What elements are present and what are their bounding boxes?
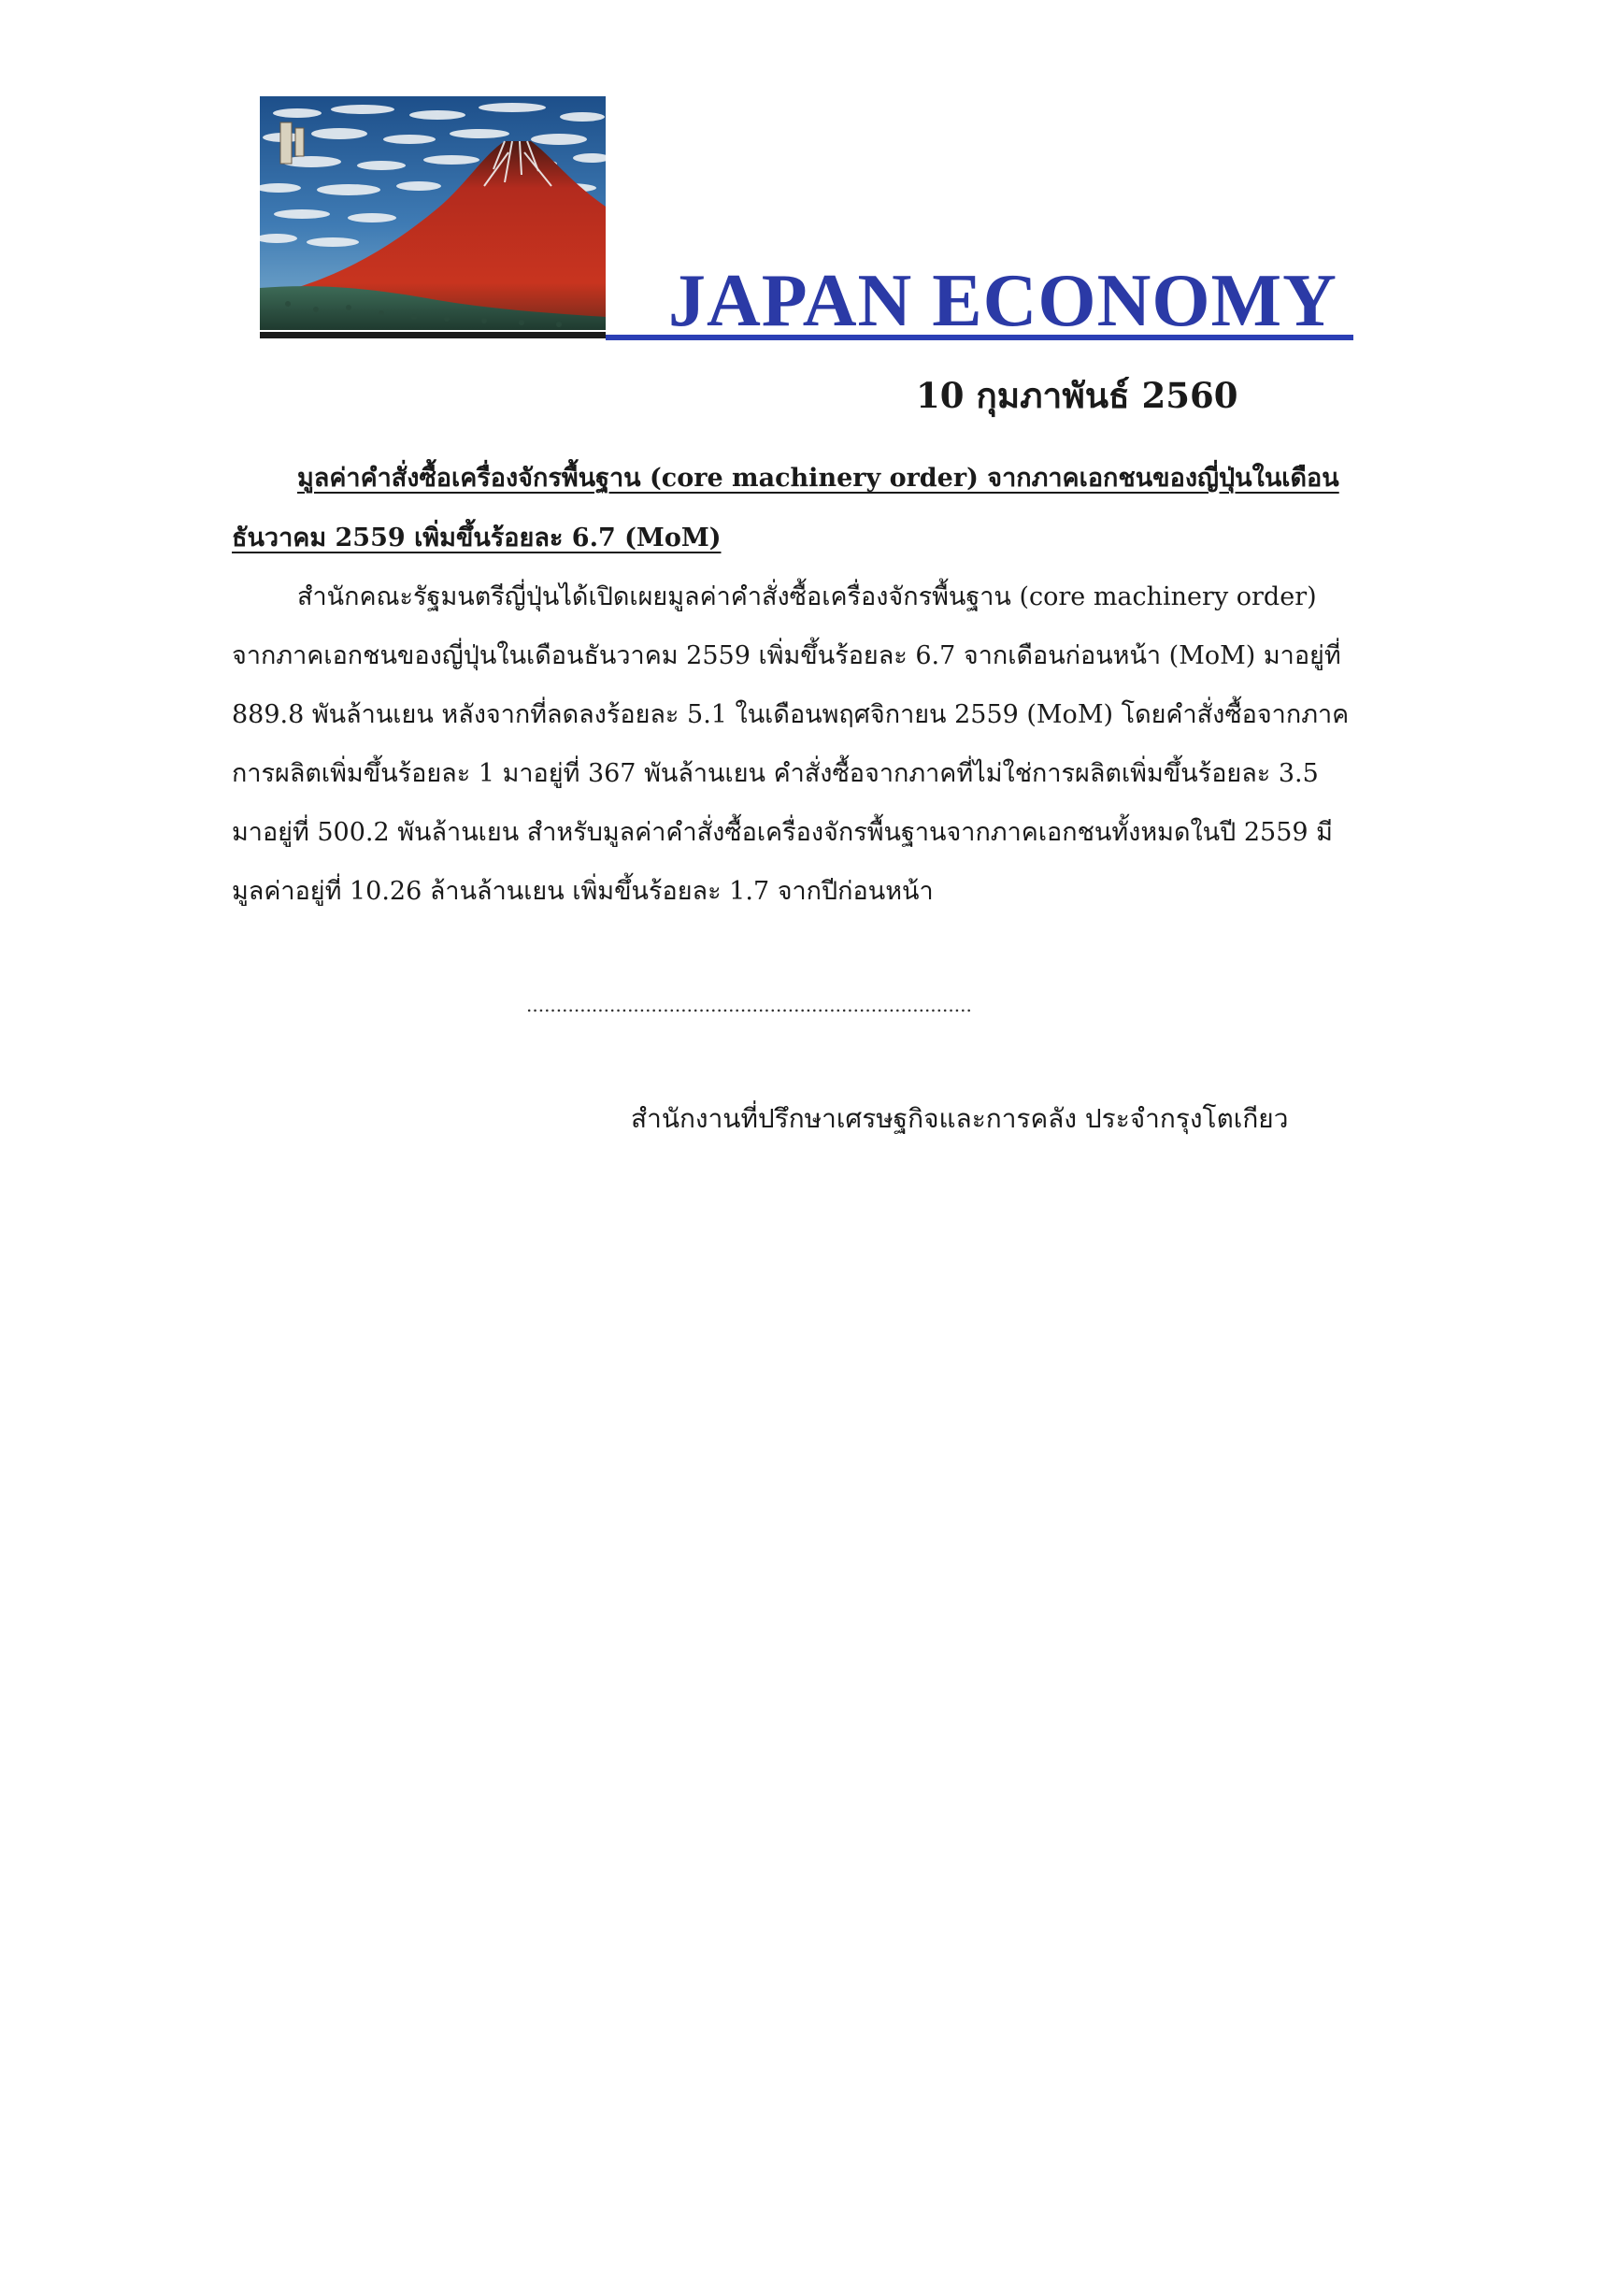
- dotted-separator: ...........................................................................: [526, 994, 972, 1016]
- article-body: [232, 567, 1353, 921]
- red-fuji-print-image: [260, 96, 606, 330]
- publication-title: JAPAN ECONOMY: [668, 260, 1337, 342]
- publication-date: 10 กุมภาพันธ์ 2560: [916, 375, 1238, 416]
- footer-office: สำนักงานที่ปรึกษาเศรษฐกิจและการคลัง ประจำกรุงโตเกียว: [631, 1103, 1289, 1134]
- article-body-text: สำนักคณะรัฐมนตรีญี่ปุ่นได้เปิดเผยมูลค่าคำสั่งซื้อเครื่องจักรพื้นฐาน (core machinery order) จากภาคเอกชนของญี่ปุ่นในเดือนธันวาคม 2559 เพิ่มขึ้นร้อยละ 6.7 จากเดือนก่อนหน้า (MoM) มาอยู่ที่ 889.8 พันล้านเยน หลังจากที่ลดลงร้อยละ 5.1 ในเดือนพฤศจิกายน 2559 (MoM) โดยคำสั่งซื้อจากภาคการผลิตเพิ่มขึ้นร้อยละ 1 มาอยู่ที่ 367 พันล้านเยน คำสั่งซื้อจากภาคที่ไม่ใช่การผลิตเพิ่มขึ้นร้อยละ 3.5 มาอยู่ที่ 500.2 พันล้านเยน สำหรับมูลค่าคำสั่งซื้อเครื่องจักรพื้นฐานจากภาคเอกชนทั้งหมดในปี 2559 มีมูลค่าอยู่ที่ 10.26 ล้านล้านเยน เพิ่มขึ้นร้อยละ 1.7 จากปีก่อนหน้า: [232, 582, 1350, 906]
- article-headline: [232, 449, 1353, 568]
- article-headline-text: มูลค่าคำสั่งซื้อเครื่องจักรพื้นฐาน (core machinery order) จากภาคเอกชนของญี่ปุ่นในเดือนธันวาคม 2559 เพิ่มขึ้นร้อยละ 6.7 (MoM): [232, 464, 1339, 552]
- header-left-rule: [260, 332, 606, 338]
